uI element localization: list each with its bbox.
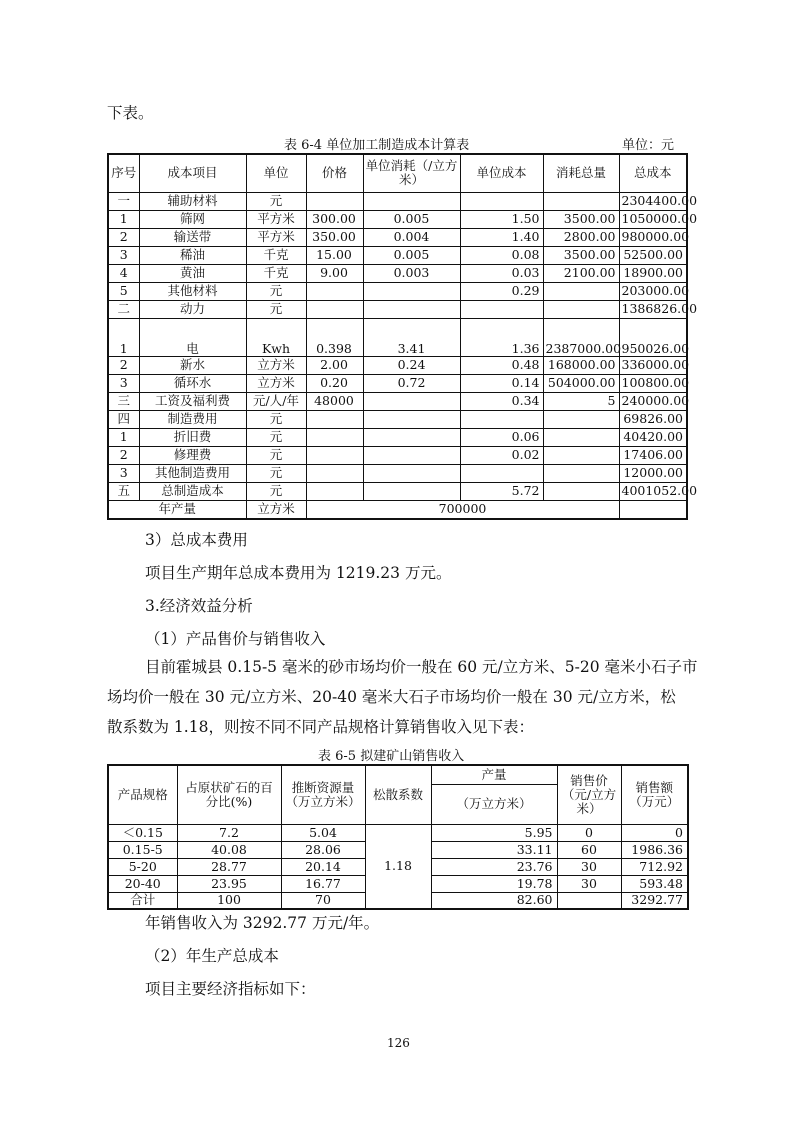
table1-cell: 输送带 <box>139 228 246 246</box>
table1-cell: 动力 <box>139 300 246 318</box>
table1-header-cell: 单位消耗（/立方米） <box>363 154 460 192</box>
section-price-heading: （1）产品售价与销售收入 <box>145 630 326 648</box>
table1-cell: 5.72 <box>460 482 543 500</box>
table2-cell <box>557 892 621 909</box>
table1-cell: 新水 <box>139 356 246 374</box>
table1-header-cell: 单位 <box>246 154 306 192</box>
table1-header-cell: 成本项目 <box>139 154 246 192</box>
table1-cell: 0.005 <box>363 246 460 264</box>
table1-cell: 0.03 <box>460 264 543 282</box>
table1-cell: 17406.00 <box>619 446 687 464</box>
table1-footer-row <box>108 500 687 519</box>
table2-cell: 100 <box>177 892 281 909</box>
table-row <box>108 446 687 464</box>
table1-cell: 950026.00 <box>619 318 687 356</box>
table1-cell: 40420.00 <box>619 428 687 446</box>
table1-cell: 336000.00 <box>619 356 687 374</box>
table1-cell <box>543 282 619 300</box>
table1-cell: 0.20 <box>306 374 363 392</box>
table1-cell: 5 <box>108 282 139 300</box>
table1-footer-label: 年产量 <box>108 500 246 519</box>
table1-cell: 2 <box>108 228 139 246</box>
table1-cell <box>363 192 460 210</box>
table2-cell: 合计 <box>108 892 177 909</box>
table1-header-row <box>108 154 687 192</box>
table1-cell: 元 <box>246 410 306 428</box>
table1-cell <box>460 300 543 318</box>
table1-cell: 折旧费 <box>139 428 246 446</box>
table1-footer-unit: 立方米 <box>246 500 306 519</box>
table1-cell: 三 <box>108 392 139 410</box>
table1-cell: 18900.00 <box>619 264 687 282</box>
table2-header-row <box>108 765 688 784</box>
table1-cell: 0.08 <box>460 246 543 264</box>
table2-cell: 593.48 <box>621 875 688 892</box>
table1-cell <box>543 300 619 318</box>
table2-cell: 0 <box>557 824 621 841</box>
table-row <box>108 482 687 500</box>
table1-cell: 1 <box>108 210 139 228</box>
table1-cell: 0.004 <box>363 228 460 246</box>
table1-cell <box>363 410 460 428</box>
section-total-cost-heading: 3）总成本费用 <box>145 531 248 549</box>
table1-header-cell: 序号 <box>108 154 139 192</box>
table-row <box>108 464 687 482</box>
table2-cell: 5.95 <box>431 824 557 841</box>
table1-cell <box>363 428 460 446</box>
table1-header-cell: 总成本 <box>619 154 687 192</box>
table1-cell: 4001052.00 <box>619 482 687 500</box>
table2-header-coef: 松散系数 <box>365 765 431 824</box>
table2-cell: 20-40 <box>108 875 177 892</box>
table1-cell: 辅助材料 <box>139 192 246 210</box>
table1-cell: 制造费用 <box>139 410 246 428</box>
table2-cell: 0 <box>621 824 688 841</box>
table1-cell: 240000.00 <box>619 392 687 410</box>
table2-coef-value: 1.18 <box>365 824 431 909</box>
table1-unit: 单位：元 <box>622 138 675 153</box>
annual-revenue-text: 年销售收入为 3292.77 万元/年。 <box>145 914 380 932</box>
table2-header-pct: 占原状矿石的百分比(%) <box>177 765 281 824</box>
table1-cell: 元 <box>246 464 306 482</box>
table1-cell: 2100.00 <box>543 264 619 282</box>
table1-footer-value: 700000 <box>306 500 619 519</box>
table1-cell: 3500.00 <box>543 210 619 228</box>
table1-cell: 其他制造费用 <box>139 464 246 482</box>
table-row <box>108 410 687 428</box>
table2-header-output: 产量 <box>431 765 557 784</box>
table1-cell: 1 <box>108 318 139 356</box>
table1-cell: 2304400.00 <box>619 192 687 210</box>
table1-body <box>108 192 698 500</box>
price-paragraph-line: 目前霍城县 0.15-5 毫米的砂市场均价一般在 60 元/立方米、5-20 毫米小石子市 <box>145 658 698 676</box>
table1-cell <box>306 446 363 464</box>
table1-cell <box>306 428 363 446</box>
table1-cell: 五 <box>108 482 139 500</box>
table1-cell: 元 <box>246 446 306 464</box>
table1-cell: 筛网 <box>139 210 246 228</box>
table1-cell: 元 <box>246 482 306 500</box>
table1-cell: 立方米 <box>246 356 306 374</box>
table2-cell: 23.95 <box>177 875 281 892</box>
table1-cell: 立方米 <box>246 374 306 392</box>
table1-cell: 3 <box>108 464 139 482</box>
table1-cell: 电 <box>139 318 246 356</box>
table1-cell: 0.72 <box>363 374 460 392</box>
table-row <box>108 374 687 392</box>
table1-cell: 修理费 <box>139 446 246 464</box>
table1-cell: 203000.00 <box>619 282 687 300</box>
table1-cell: 元 <box>246 428 306 446</box>
table1-cell: 0.14 <box>460 374 543 392</box>
table1-cell: 4 <box>108 264 139 282</box>
table2-cell: 19.78 <box>431 875 557 892</box>
table1-cell: 1.50 <box>460 210 543 228</box>
table1-cell: 100800.00 <box>619 374 687 392</box>
table1-cell: 0.29 <box>460 282 543 300</box>
table1-cell: 0.06 <box>460 428 543 446</box>
table1-cell: 12000.00 <box>619 464 687 482</box>
table1-cell: 稀油 <box>139 246 246 264</box>
table-row <box>108 228 687 246</box>
table1-cell: 350.00 <box>306 228 363 246</box>
table1-cell <box>543 428 619 446</box>
table1-cell <box>543 464 619 482</box>
table1-cell <box>306 482 363 500</box>
table2-caption: 表 6-5 拟建矿山销售收入 <box>318 749 465 764</box>
table-row <box>108 210 687 228</box>
table1-cell: 3.41 <box>363 318 460 356</box>
table2-header-price: 销售价（元/立方米） <box>557 765 621 824</box>
table1-caption: 表 6-4 单位加工制造成本计算表 <box>284 138 470 153</box>
table2-cell: 1986.36 <box>621 841 688 858</box>
table-row <box>108 428 687 446</box>
table2-cell: 7.2 <box>177 824 281 841</box>
table1-cell: 千克 <box>246 246 306 264</box>
table1-footer-empty <box>619 500 687 519</box>
table1-cell <box>543 446 619 464</box>
table1-cell: 循环水 <box>139 374 246 392</box>
table1-cell: 2800.00 <box>543 228 619 246</box>
table1-cell <box>363 482 460 500</box>
table1-cell: 元 <box>246 282 306 300</box>
table1-cell: 元 <box>246 192 306 210</box>
table2-cell: 28.06 <box>281 841 365 858</box>
table1-cell: 0.34 <box>460 392 543 410</box>
table2-cell: 60 <box>557 841 621 858</box>
intro-text: 下表。 <box>107 104 154 122</box>
table2-cell: 82.60 <box>431 892 557 909</box>
table1-cell: 0.398 <box>306 318 363 356</box>
table1-cell: 元/人/年 <box>246 392 306 410</box>
table1-cell: 2.00 <box>306 356 363 374</box>
table2-cell: 30 <box>557 875 621 892</box>
table1-cell: 300.00 <box>306 210 363 228</box>
table2-body <box>108 824 688 909</box>
section-cost-heading: （2）年生产总成本 <box>145 947 279 965</box>
table1-cell: 总制造成本 <box>139 482 246 500</box>
table1-cell: 0.005 <box>363 210 460 228</box>
table1-cell <box>460 410 543 428</box>
table2-cell: 3292.77 <box>621 892 688 909</box>
table1-cell <box>306 410 363 428</box>
table1-cell <box>363 300 460 318</box>
table1-cell: 元 <box>246 300 306 318</box>
table1-cell <box>363 464 460 482</box>
table1-cell: 9.00 <box>306 264 363 282</box>
table1-cell: 980000.00 <box>619 228 687 246</box>
table1-cell: 一 <box>108 192 139 210</box>
table2-cell: 0.15-5 <box>108 841 177 858</box>
table1-cell: 平方米 <box>246 210 306 228</box>
table2-header-reserve: 推断资源量（万立方米） <box>281 765 365 824</box>
indicators-text: 项目主要经济指标如下： <box>145 980 316 998</box>
sales-table <box>107 764 689 910</box>
table1-cell <box>543 192 619 210</box>
table1-cell: 52500.00 <box>619 246 687 264</box>
table2-header-sales: 销售额（万元） <box>621 765 688 824</box>
table1-cell: 69826.00 <box>619 410 687 428</box>
table1-cell <box>306 192 363 210</box>
table1-cell: 工资及福利费 <box>139 392 246 410</box>
table1-cell: 2 <box>108 356 139 374</box>
table2-cell: 70 <box>281 892 365 909</box>
table-row <box>108 300 687 318</box>
table1-cell <box>306 300 363 318</box>
table1-cell <box>543 482 619 500</box>
table1-cell: 504000.00 <box>543 374 619 392</box>
table2-cell: 5-20 <box>108 858 177 875</box>
table1-cell <box>460 464 543 482</box>
table1-cell: 2 <box>108 446 139 464</box>
table-row <box>108 246 687 264</box>
table1-cell: 千克 <box>246 264 306 282</box>
page-number: 126 <box>387 1036 410 1050</box>
table2-cell: 28.77 <box>177 858 281 875</box>
table1-cell: 48000 <box>306 392 363 410</box>
table1-cell: 0.02 <box>460 446 543 464</box>
table1-cell <box>306 464 363 482</box>
table-row <box>108 318 687 356</box>
table1-cell <box>363 446 460 464</box>
table1-cell: 0.003 <box>363 264 460 282</box>
table2-header-output-unit: （万立方米） <box>431 784 557 824</box>
table1-cell: 二 <box>108 300 139 318</box>
table-row <box>108 392 687 410</box>
table2-cell: ＜0.15 <box>108 824 177 841</box>
table1-cell: 其他材料 <box>139 282 246 300</box>
table1-cell: 1050000.00 <box>619 210 687 228</box>
table1-cell <box>363 282 460 300</box>
table2-cell: 40.08 <box>177 841 281 858</box>
section-total-cost-text: 项目生产期年总成本费用为 1219.23 万元。 <box>145 564 452 582</box>
table1-cell: 3 <box>108 246 139 264</box>
table-row <box>108 282 687 300</box>
table1-cell: Kwh <box>246 318 306 356</box>
table1-header-cell: 价格 <box>306 154 363 192</box>
table1-cell: 3 <box>108 374 139 392</box>
table1-cell: 1.36 <box>460 318 543 356</box>
table-row <box>108 264 687 282</box>
table2-cell: 712.92 <box>621 858 688 875</box>
table-row <box>108 192 687 210</box>
table1-cell: 平方米 <box>246 228 306 246</box>
table1-cell: 5 <box>543 392 619 410</box>
table1-cell <box>543 410 619 428</box>
table1-cell <box>460 192 543 210</box>
table1-cell: 0.48 <box>460 356 543 374</box>
table2-cell: 5.04 <box>281 824 365 841</box>
cost-table <box>107 153 698 520</box>
table1-cell <box>306 282 363 300</box>
table1-cell: 0.24 <box>363 356 460 374</box>
table1-cell: 1 <box>108 428 139 446</box>
table2-cell: 30 <box>557 858 621 875</box>
table2-header-spec: 产品规格 <box>108 765 177 824</box>
table1-cell: 3500.00 <box>543 246 619 264</box>
section-econ-heading: 3.经济效益分析 <box>145 597 253 615</box>
table1-cell: 1386826.00 <box>619 300 687 318</box>
table1-header-cell: 单位成本 <box>460 154 543 192</box>
table2-cell: 20.14 <box>281 858 365 875</box>
table1-cell: 2387000.00 <box>543 318 619 356</box>
table1-cell: 1.40 <box>460 228 543 246</box>
table1-cell: 15.00 <box>306 246 363 264</box>
price-paragraph-line: 散系数为 1.18，则按不同不同产品规格计算销售收入见下表： <box>107 718 534 736</box>
table1-cell <box>363 392 460 410</box>
price-paragraph-line: 场均价一般在 30 元/立方米、20-40 毫米大石子市场均价一般在 30 元/立方米，松 <box>107 688 676 706</box>
table1-cell: 黄油 <box>139 264 246 282</box>
table1-cell: 四 <box>108 410 139 428</box>
table2-cell: 33.11 <box>431 841 557 858</box>
table-row <box>108 824 688 841</box>
table1-cell: 168000.00 <box>543 356 619 374</box>
table1-header-cell: 消耗总量 <box>543 154 619 192</box>
table2-cell: 16.77 <box>281 875 365 892</box>
table2-cell: 23.76 <box>431 858 557 875</box>
table-row <box>108 356 687 374</box>
